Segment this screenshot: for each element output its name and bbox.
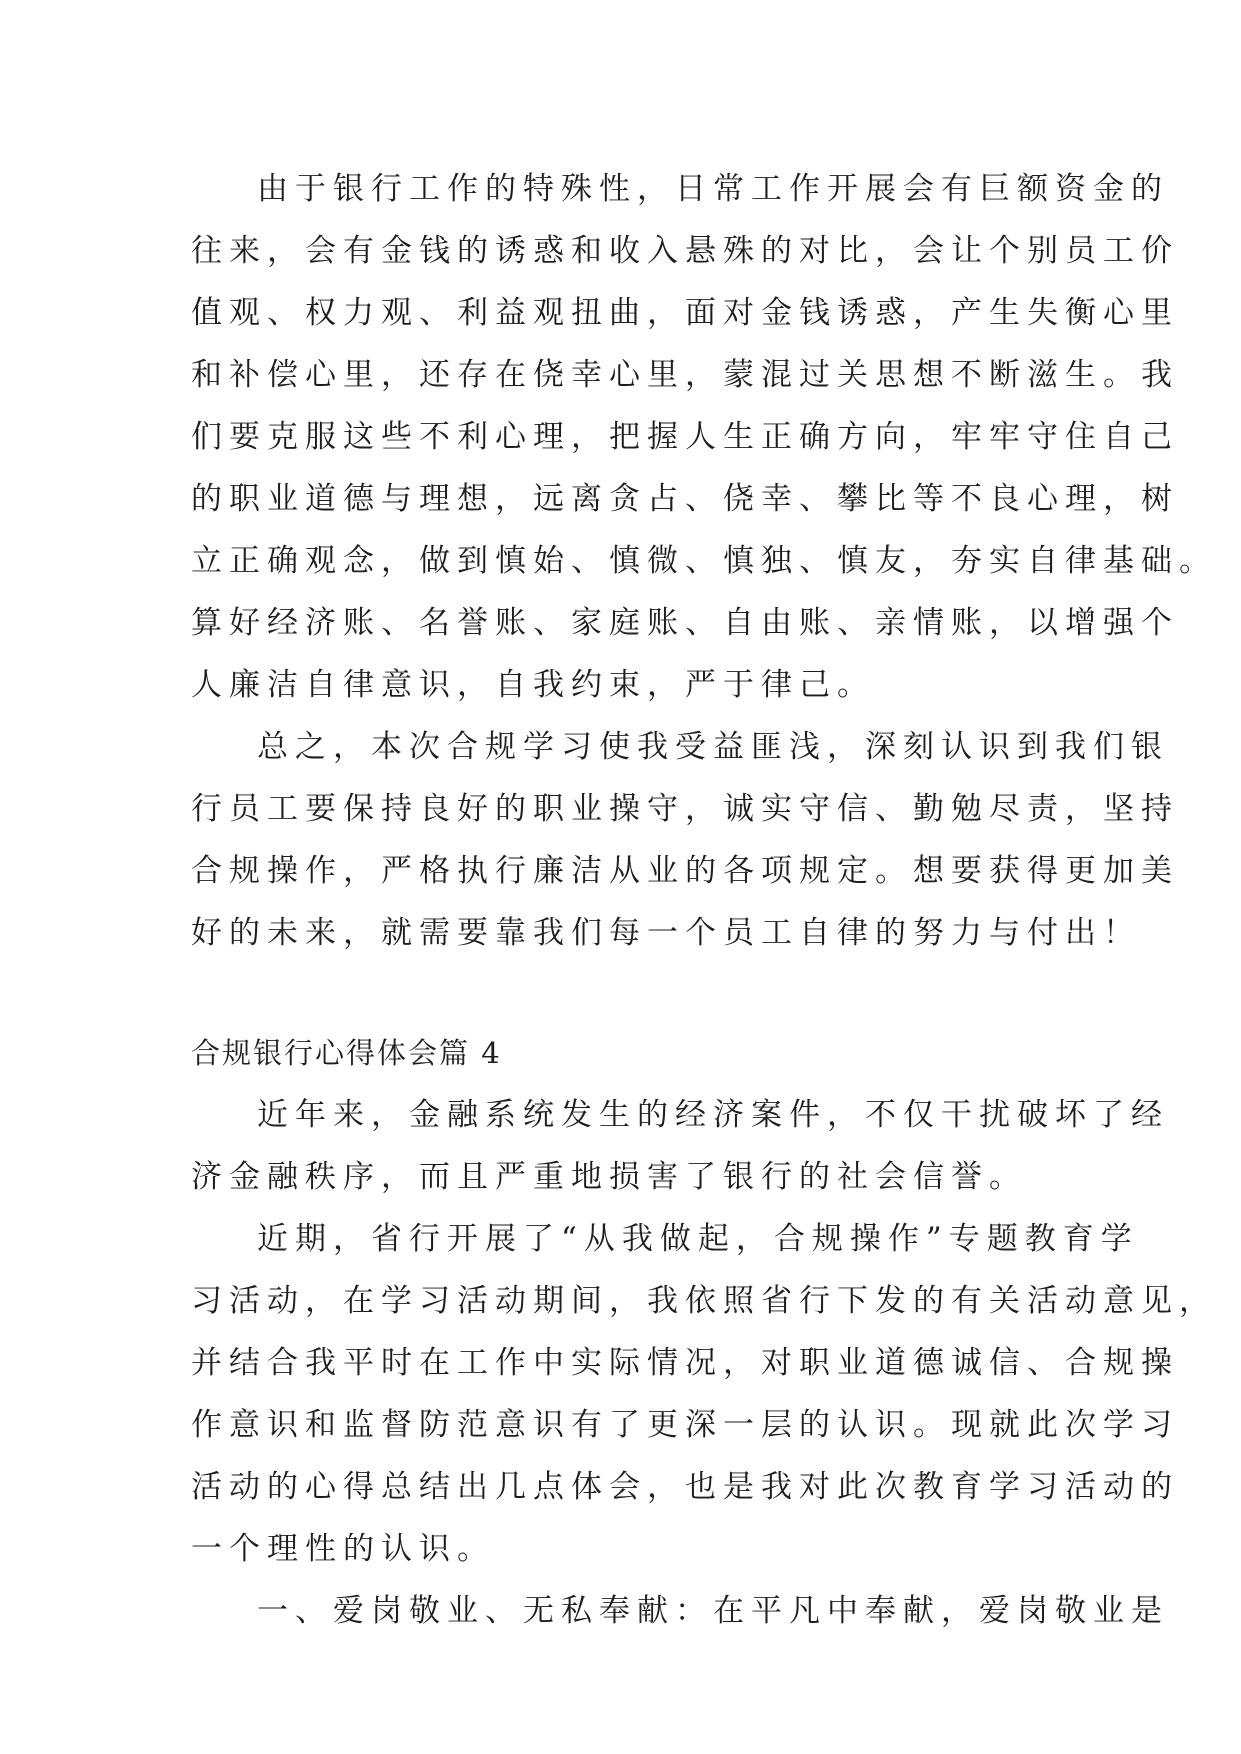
paragraph-point-one <box>191 1580 1169 1642</box>
text-line: 行员工要保持良好的职业操守，诚实守信、勤勉尽责，坚持 <box>191 791 1179 827</box>
text-line: 由于银行工作的特殊性，日常工作开展会有巨额资金的 <box>257 171 1169 207</box>
text-line: 习活动，在学习活动期间，我依照省行下发的有关活动意见， <box>191 1283 1217 1319</box>
text-line: 和补偿心里，还存在侥幸心里，蒙混过关思想不断滋生。我 <box>191 357 1179 393</box>
text-line: 一个理性的认识。 <box>191 1531 495 1567</box>
text-line: 并结合我平时在工作中实际情况，对职业道德诚信、合规操 <box>191 1345 1179 1381</box>
text-line: 们要克服这些不利心理，把握人生正确方向，牢牢守住自己 <box>191 419 1179 455</box>
text-line: 济金融秩序，而且严重地损害了银行的社会信誉。 <box>191 1159 1027 1195</box>
text-line: 作意识和监督防范意识有了更深一层的认识。现就此次学习 <box>191 1407 1179 1443</box>
text-line: 近年来，金融系统发生的经济案件，不仅干扰破坏了经 <box>257 1097 1169 1133</box>
text-line: 算好经济账、名誉账、家庭账、自由账、亲情账，以增强个 <box>191 605 1179 641</box>
text-line: 好的未来，就需要靠我们每一个员工自律的努力与付出！ <box>191 915 1141 951</box>
text-line: 近期，省行开展了“从我做起，合规操作”专题教育学 <box>257 1221 1139 1257</box>
text-line: 总之，本次合规学习使我受益匪浅，深刻认识到我们银 <box>257 729 1169 765</box>
section-spacer <box>191 964 1052 1022</box>
text-line: 立正确观念，做到慎始、慎微、慎独、慎友，夯实自律基础。 <box>191 543 1217 579</box>
document-page <box>191 158 1217 1642</box>
paragraph-study-activity <box>191 1208 1217 1580</box>
text-line: 值观、权力观、利益观扭曲，面对金钱诱惑，产生失衡心里 <box>191 295 1179 331</box>
paragraph-financial-cases <box>191 1084 1169 1208</box>
text-line: 活动的心得总结出几点体会，也是我对此次教育学习活动的 <box>191 1469 1179 1505</box>
paragraph-conclusion <box>191 716 1179 964</box>
text-line: 的职业道德与理想，远离贪占、侥幸、攀比等不良心理，树 <box>191 481 1179 517</box>
text-line: 合规操作，严格执行廉洁从业的各项规定。想要获得更加美 <box>191 853 1179 889</box>
text-line: 人廉洁自律意识，自我约束，严于律己。 <box>191 667 875 703</box>
text-line: 一、爱岗敬业、无私奉献：在平凡中奉献，爱岗敬业是 <box>257 1593 1169 1629</box>
section-heading: 合规银行心得体会篇 4 <box>191 1036 502 1070</box>
text-line: 往来，会有金钱的诱惑和收入悬殊的对比，会让个别员工价 <box>191 233 1179 269</box>
paragraph-bank-temptation <box>191 158 1217 716</box>
